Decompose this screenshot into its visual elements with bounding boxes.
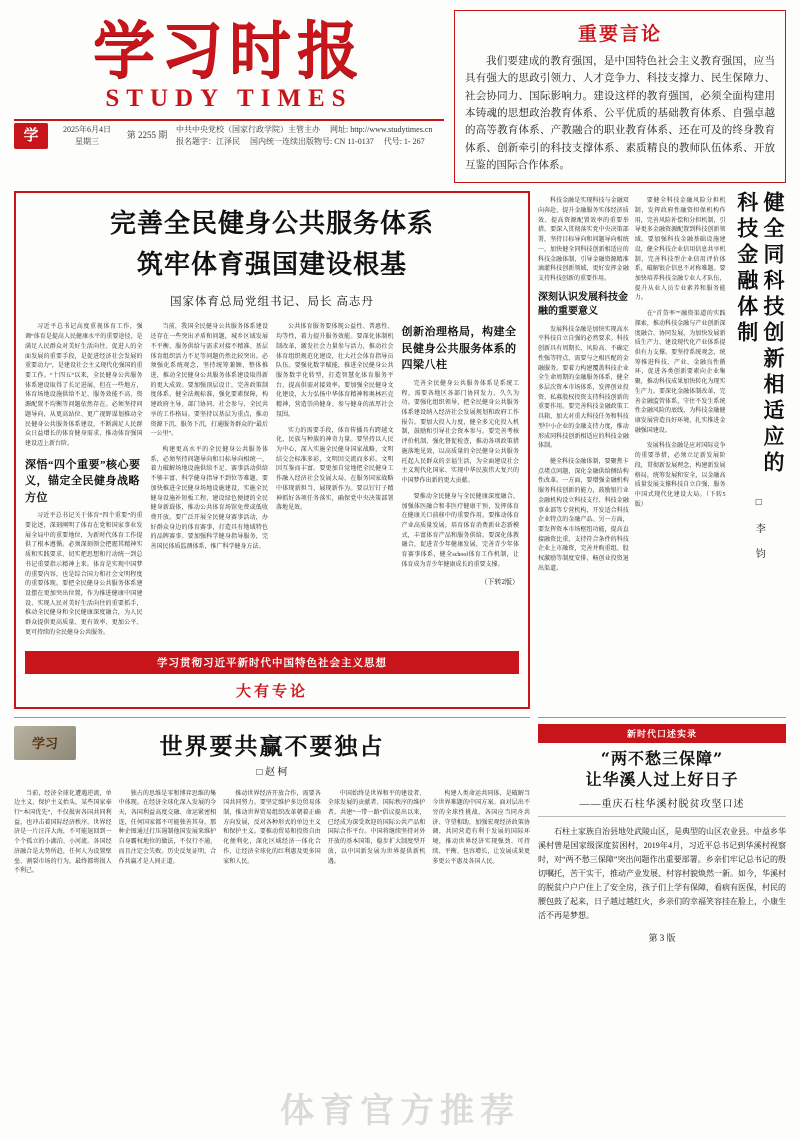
lead-headline-line2: 筑牢体育强国建设根基: [136, 250, 407, 281]
paragraph: 当前，我国全民健身公共服务体系建设还存在一些突出矛盾和问题，城乡区域发展不平衡、服务供给与需求对接不精准、基层体育组织活力不足等问题仍然比较突出。必须强化系统观念，坚持统筹兼顾、整体推进，推动全民健身公共服务体系建设取得新的更大成效。要加强顶层设计，完善政策制度体系，健全法规标准，强化要素保障，构建政府主导、部门协同、社会参与、全民共享的工作格局。要坚持以基层为重点，推动资源下沉、服务下沉，打通服务群众的“最后一公里”。: [150, 324, 268, 438]
oral-history-body: 石柱土家族自治县地处武陵山区，是典型的山区农业县。中益乡华溪村曾是国家级深度贫困村，2019年4月，习近平总书记到华溪村视察时，对“两不愁三保障”突出问题作出重要部署。乡亲们牢记总书记的殷切嘱托，苦干实干，推动产业发展、村容村貌焕然一新。如今，华溪村的脱贫户户户住上了安全房，孩子们上学有保障，看病有医保，村民的腰包鼓了起来，日子越过越红火，乡亲们的幸福笑容挂在脸上，小康生活不再是梦想。: [538, 826, 786, 920]
commentary-column-5: [432, 784, 530, 883]
paragraph: 推动世界经济开放合作，需要各国共同努力。要坚定维护多边贸易体制，推动世界贸易组织改革朝着正确方向发展，反对各种形式的单边主义和保护主义。要推动贸易和投资自由化便利化，深化区域经济一体化合作，让经济全球化的红利惠及更多国家和人民。: [223, 790, 321, 865]
watermark: 体育官方推荐: [280, 1091, 520, 1131]
paragraph: 中国始终是世界和平的建设者、全球发展的贡献者、国际秩序的维护者。共建“一带一路”倡议提出以来，已经成为深受欢迎的国际公共产品和国际合作平台。中国将继续坚持对外开放的基本国策，稳步扩大制度型开放，以中国新发展为世界提供新机遇。: [327, 790, 426, 865]
commentary-columns: [14, 784, 530, 883]
commentary-logo-icon: 学习: [14, 726, 76, 760]
right-subhead: 深刻认识发展科技金融的重要意义: [538, 291, 628, 318]
right-article-title: 健全同科技创新相适应的科技金融体制: [734, 191, 786, 478]
issue-number: 第 2255 期: [126, 130, 168, 141]
lead-article: [14, 191, 530, 708]
commentary-column-2: [119, 784, 217, 883]
masthead-info: [14, 123, 444, 149]
lead-subhead-1: 深悟“四个重要”核心要义，锚定全民健身战略方位: [25, 458, 141, 504]
oral-history-headline-2: 让华溪人过上好日子: [585, 770, 739, 790]
license-text: 国内统一连续出版物号: CN 11-0137: [250, 137, 374, 147]
commentary-author: □ 赵 柯: [256, 766, 288, 778]
commentary-column-3: [223, 784, 321, 883]
section-stamp: 大有专论: [235, 681, 308, 700]
lead-column-2: [151, 317, 269, 644]
important-remarks-title: 重要言论: [577, 24, 662, 45]
masthead-divider: [14, 119, 444, 121]
oral-history-subtitle: ——重庆石柱华溪村脱贫攻坚口述: [579, 798, 745, 810]
paper-logo-icon: 学: [14, 123, 48, 149]
paragraph: 发展科技金融是加快实现高水平科技自立自强的必然要求。科技创新具有周期长、风险高、不确定性强等特点，需要与之相匹配的金融服务。要着力构建覆盖科技企业全生命周期的金融服务体系，健全多层次资本市场体系，发挥创业投资、私募股权投资支持科技创新的重要作用。要完善科技金融政策工具箱，加大对重大科技任务和科技型中小企业的金融支持力度，推动形成同科技创新相适应的科技金融体制。: [538, 326, 629, 450]
paragraph: 独占的思维是零和博弈思维的集中体现。在经济全球化深入发展的今天，各国利益高度交融、命运紧密相连，任何国家都不可能独善其身。那种企图通过打压遏制他国发展来维护自身霸权地位的做法，不仅行不通，而且注定会失败。历史反复证明，合作共赢才是人间正道。: [118, 790, 217, 865]
supervisor-text: 中共中央党校（国家行政学院）主管主办: [176, 124, 320, 134]
paragraph: 构建更高水平的全民健身公共服务体系，必须坚持问题导向和目标导向相统一，着力破解场地设施供给不足、赛事活动供给不够丰富、科学健身指导不到位等难题。要加快推进全民健身场地设施建设，实施全民健身设施补短板工程，建设绿色便捷的全民健身新载体，推动公共体育场馆免费或低收费开放。要广泛开展全民健身赛事活动，办好群众身边的体育赛事，打造具有地域特色的品牌赛事。要加强科学健身指导服务，完善国民体质监测体系，推广科学健身方法。: [150, 447, 268, 551]
lead-headline-line1: 完善全民健身公共服务体系: [109, 209, 434, 240]
page-number: 第 3 版: [648, 932, 676, 943]
paragraph: 要健全科技金融风险分担机制，发挥政府性融资担保机构作用，完善风险补偿和分担机制，引导更多金融资源配置到科技创新领域。要加强科技金融基础设施建设，健全科技企业信用信息共享机制，完善科技型企业信用评价体系，破解银企信息不对称难题。要加快培养科技金融专业人才队伍，提升从业人员专业素养和服务能力。: [634, 198, 726, 302]
editor-text: 报名题字：江泽民: [176, 137, 240, 147]
paper-title: 学习时报: [92, 14, 365, 87]
lead-column-3: [276, 317, 394, 644]
paper-subtitle: STUDY TIMES: [105, 85, 353, 113]
paragraph: 当前，经济全球化遭遇逆流，单边主义、保护主义抬头，某些国家奉行“本国优先”，不仅损害各国共同利益，也冲击着国际经济秩序。世界经济是一片汪洋大海，不可能退回到一个个孤立的小湖泊、小河流。各国经济融合是大势所趋，任何人为设置壁垒、割裂市场的行为，最终都将损人不利己。: [14, 790, 112, 875]
lead-byline: 国家体育总局党组书记、局长 高志丹: [170, 296, 374, 309]
paragraph: 公共体育服务要体现公益性、普惠性、均等性，着力提升服务效能。要深化体制机制改革，激发社会力量参与活力，推动社会体育组织规范化建设，壮大社会体育指导员队伍。要强化数字赋能，推进全民健身公共服务数字化转型，打造智慧化体育服务平台，提高供需对接效率。要加强全民健身文化建设，大力弘扬中华体育精神和奥林匹克精神，营造崇尚健身、参与健身的浓厚社会氛围。: [276, 324, 394, 418]
commentary-article: [14, 717, 530, 944]
commentary-headline: 世界要共赢不要独占: [159, 732, 385, 760]
paragraph: 发展科技金融是应对国际竞争的重要举措，必须立足新发展阶段，贯彻新发展理念，构建新发展格局，统筹发展和安全，以金融高质量发展支撑科技自立自强，服务中国式现代化建设大局。（下转5版）: [634, 443, 726, 508]
commentary-column-4: [328, 784, 426, 883]
right-title-wrap: [732, 191, 787, 708]
masthead-left: [14, 10, 444, 149]
lead-continued: （下转2版）: [480, 577, 519, 586]
publication-date: [56, 124, 118, 148]
paragraph: 实力的需要手段，体育传播具有跨越文化、民族与种族的神奇力量。要坚持以人民为中心，深入实施全民健身国家战略，文明结交会标准多彩，文明因交流而多彩。文明因互鉴而丰富。要更加自觉地把全民健身工作融入经济社会发展大局，在服务国家战略中体现新担当、展现新作为。要以钉钉子精神抓好各项任务落实，确保党中央决策部署落地见效。: [276, 427, 394, 512]
oral-history-article: [538, 717, 786, 944]
lead-column-4: [402, 317, 520, 644]
code-text: 代号: 1- 267: [383, 137, 425, 147]
paragraph: 习近平总书记高度重视体育工作，强调“体育是提高人民健康水平的重要途径，是满足人民群众对美好生活向往、促进人的全面发展的重要手段，是促进经济社会发展的重要动力”，是建设社会主义现代化强国的重要工作。“十四五”以来，全民健身公共服务体系建设取得了长足进展，但在一些地方，体育场地设施供给不足、服务效能不高、资源配置不均衡等问题依然存在。必须坚持问题导向，从更高站位、更广视野谋划推动全民健身公共服务体系建设，不断满足人民群众日益增长的体育健身需求，推动体育强国建设迈上新台阶。: [25, 324, 143, 447]
main-content: [14, 191, 786, 708]
right-article-columns-2: [635, 191, 726, 708]
divider: [538, 816, 786, 817]
lead-columns: [25, 317, 519, 644]
important-remarks-box: [454, 10, 786, 183]
weekday-text: 星期三: [75, 137, 99, 147]
paragraph: 要推动全民健身与全民健康深度融合，加强体医融合和非医疗健康干预，发挥体育在健康关口前移中的重要作用。要推动体育产业高质量发展，培育体育消费新业态新模式，丰富体育产品和服务供给。要深化体教融合，促进青少年健康发展，完善青少年体育赛事体系，健全school体育工作机制，让体育成为青少年健康成长的重要支撑。: [401, 493, 519, 568]
masthead: [14, 10, 786, 183]
right-article: [538, 191, 786, 708]
website-link[interactable]: 网址: http://www.studytimes.cn: [330, 124, 433, 134]
commentary-column-1: [14, 784, 112, 883]
paragraph: 在“首贷率”“融资渠道的实践探索，推动科技金融与产业创新深度融合、协同发展，为加快发展新质生产力、建设现代化产业体系提供有力支撑。要坚持系统观念，统筹推进科技、产业、金融良性循环，促进各类创新要素向企业集聚，推动科技成果加快转化为现实生产力。要深化金融体制改革，完善金融监管体系，守住不发生系统性金融风险的底线，为科技金融健康发展营造良好环境，扎实推进金融强国建设。: [634, 311, 726, 434]
oral-history-tag: 新时代口述实录: [538, 724, 786, 743]
right-article-author: □ 李 钧: [753, 497, 765, 561]
lead-column-1: [25, 317, 143, 644]
paragraph: 健全科技金融体制，要聚焦卡点堵点问题，深化金融供给侧结构性改革。一方面，要增强金融机构服务科技创新的能力，鼓励银行业金融机构设立科技支行、科技金融事业部等专营机构，开发适合科技企业特点的金融产品。另一方面，要发挥资本市场枢纽功能，提高直接融资比重，支持符合条件的科技企业上市融资，完善并购重组、股权激励等制度安排，畅创业投资退出渠道。: [538, 459, 629, 572]
paragraph: 构建人类命运共同体，是破解当今世界难题的中国方案。面对层出不穷的全球性挑战，各国应当同舟共济、守望相助，加强宏观经济政策协调，共同营造有利于发展的国际环境，推动世界经济实现强劲、可持续、平衡、包容增长，让发展成果更多更公平惠及各国人民。: [432, 790, 530, 865]
right-article-columns: [538, 191, 629, 708]
important-remarks-text: 我们要建成的教育强国，是中国特色社会主义教育强国，应当具有强大的思政引领力、人才竞争力、科技支撑力、民生保障力、社会协同力、国际影响力。建设这样的教育强国，必须全面构建用本铸魂的思想政治教育体系、公平优质的基础教育体系、自强卓越的高等教育体系、产教融合的职业教育体系、还在可及的终身教育体系、创新牵引的科技支撑体系、素质精良的教师队伍体系、开放互鉴的国际合作体系。: [465, 56, 775, 171]
bottom-section: [14, 717, 786, 944]
masthead-meta: [176, 124, 444, 149]
paragraph: 科技金融是实现科技与金融双向奔赴、提升金融服务实体经济质效、提高资源配置效率的重要举措。要深入贯彻落实党中央决策部署，坚持目标导向和问题导向相统一，加快健全同科技创新相适应的科技金融体制，引导金融资源精准滴灌科技创新领域，更好发挥金融支持科技创新的重要作用。: [538, 198, 629, 282]
red-banner: 学习贯彻习近平新时代中国特色社会主义思想: [25, 651, 519, 674]
paragraph: 完善全民健身公共服务体系是系统工程，需要各地区各部门协同发力、久久为功。要强化组织领导，把全民健身公共服务体系建设纳入经济社会发展规划和政府工作报告。要加大投入力度，健全多元化投入机制，鼓励和引导社会资本参与。要完善考核评价机制，强化督促检查，推动各项政策措施落地见效，以高质量的全民健身公共服务托起人民群众的幸福生活，为全面建设社会主义现代化国家、实现中华民族伟大复兴的中国梦作出新的更大贡献。: [401, 380, 519, 485]
oral-history-headline-1: “两不愁三保障”: [600, 748, 724, 768]
lead-subhead-2: 创新治理格局，构建全民健身公共服务体系的四梁八柱: [401, 326, 517, 372]
paragraph: 习近平总书记关于体育“四个重要”的重要论述，深刻阐明了体育在党和国家事业发展全局中的重要地位，为新时代体育工作提供了根本遵循。必须深刻领会把握其精神实质和实践要求，切实把思想和行动统一到总书记重要指示精神上来。体育是实现中国梦的重要内容，也是综合国力和社会文明程度的重要体现。要把全民健身公共服务体系建设摆在更加突出位置，作为推进健康中国建设、实现人民对美好生活向往的重要抓手，推动全民健身和全民健康深度融合，为人民群众提供更高质量、更有效率、更加公平、更可持续的全民健身公共服务。: [25, 513, 143, 636]
date-text: 2025年6月4日: [63, 125, 111, 135]
